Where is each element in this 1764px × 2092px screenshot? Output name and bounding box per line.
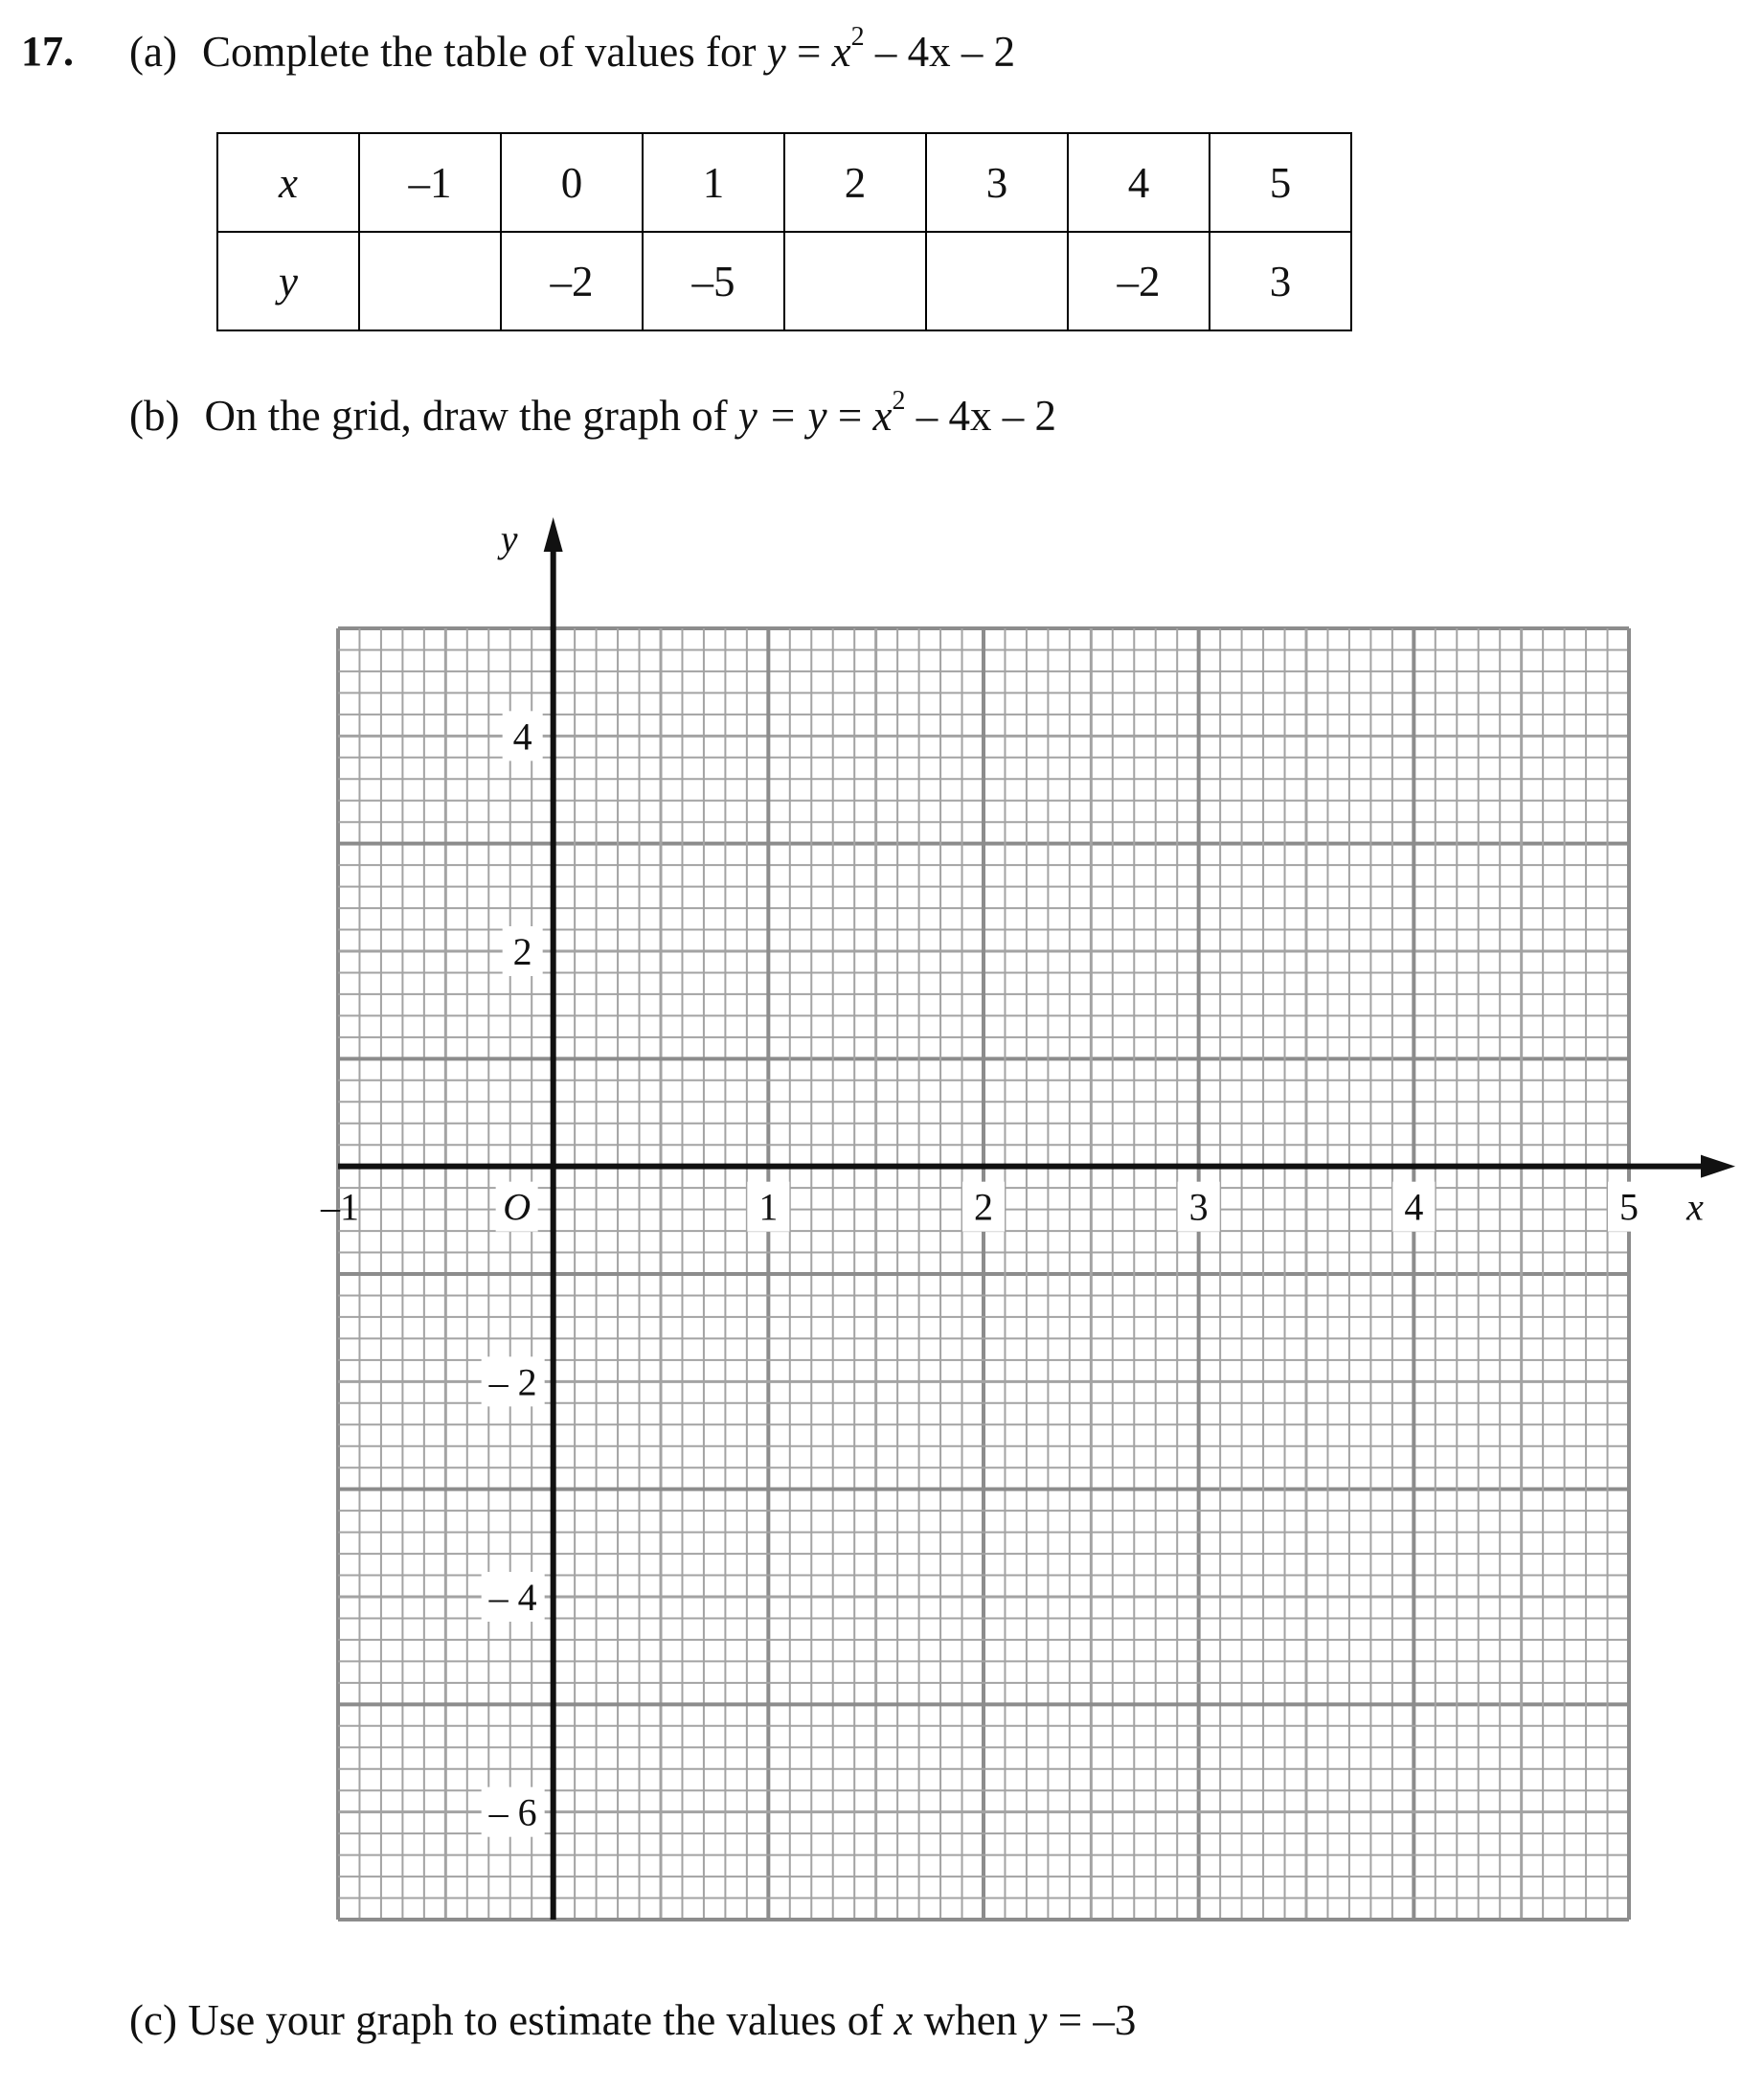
part-b-eq-lhs: y = y [737,392,827,440]
part-b: (b) On the grid, draw the graph of $y = y = x^2 - 4x - 2$ [129,386,1057,440]
part-a-eq-rest: – 4x – 2 [864,28,1016,76]
part-a-eq-lhs: y [766,28,786,76]
y-tick-label: – 4 [488,1576,537,1619]
x-cell: –1 [359,133,501,232]
y-cell[interactable]: –2 [501,232,643,330]
part-c-when: when [923,1996,1018,2044]
part-a-text: Complete the table of values for [201,28,757,76]
y-cell[interactable] [784,232,926,330]
y-tick-label: – 2 [488,1360,537,1404]
part-b-label: (b) [129,392,180,440]
part-c-cond-var: y [1028,1996,1048,2044]
y-axis-arrow [544,517,563,552]
part-c-var: x [893,1996,914,2044]
y-tick-label: – 6 [488,1790,537,1834]
y-tick-label: 2 [512,930,532,973]
part-c-label: (c) [129,1996,177,2044]
x-axis-label: x [1686,1185,1704,1229]
x-cell: 0 [501,133,643,232]
part-c [129,1995,1136,2045]
table-row-x [217,133,1351,232]
part-a-label: (a) [129,28,177,76]
part-b-eq-var: x [872,392,893,440]
x-cell: 4 [1068,133,1210,232]
y-axis-label: y [500,517,518,560]
x-header-cell: x [217,133,359,232]
x-tick-label: 4 [1404,1185,1424,1229]
table-row-y [217,232,1351,330]
values-table [216,132,1352,331]
graph-grid[interactable] [0,508,1764,1954]
y-cell[interactable]: 3 [1210,232,1351,330]
y-tick-label: 4 [512,715,532,759]
x-tick-label: 2 [974,1185,993,1229]
part-b-eq-exp: 2 [892,386,906,416]
part-b-eq-rest: – 4x – 2 [905,392,1057,440]
x-tick-label: 1 [758,1185,779,1229]
y-header-cell: y [217,232,359,330]
part-a-eq-exp: 2 [850,22,865,52]
part-a: (a) Complete the table of values for $y = x^2 - 4x - 2$ [129,22,1016,76]
part-c-text: Use your graph to estimate the values of [188,1996,884,2044]
part-c-cond-val: = –3 [1047,1996,1137,2044]
x-tick-label: –1 [321,1185,359,1229]
x-tick-label: 3 [1188,1185,1209,1229]
y-cell[interactable] [926,232,1068,330]
x-cell: 2 [784,133,926,232]
x-tick-label: 5 [1619,1185,1639,1229]
y-cell[interactable]: –5 [643,232,784,330]
part-b-text: On the grid, draw the graph of [204,392,728,440]
x-axis-arrow [1701,1155,1735,1178]
y-cell[interactable]: –2 [1068,232,1210,330]
y-cell[interactable] [359,232,501,330]
x-cell: 1 [643,133,784,232]
x-cell: 5 [1210,133,1351,232]
origin-label: O [503,1185,531,1229]
x-cell: 3 [926,133,1068,232]
part-a-eq-var: x [831,28,851,76]
question-number: 17. [21,28,74,75]
